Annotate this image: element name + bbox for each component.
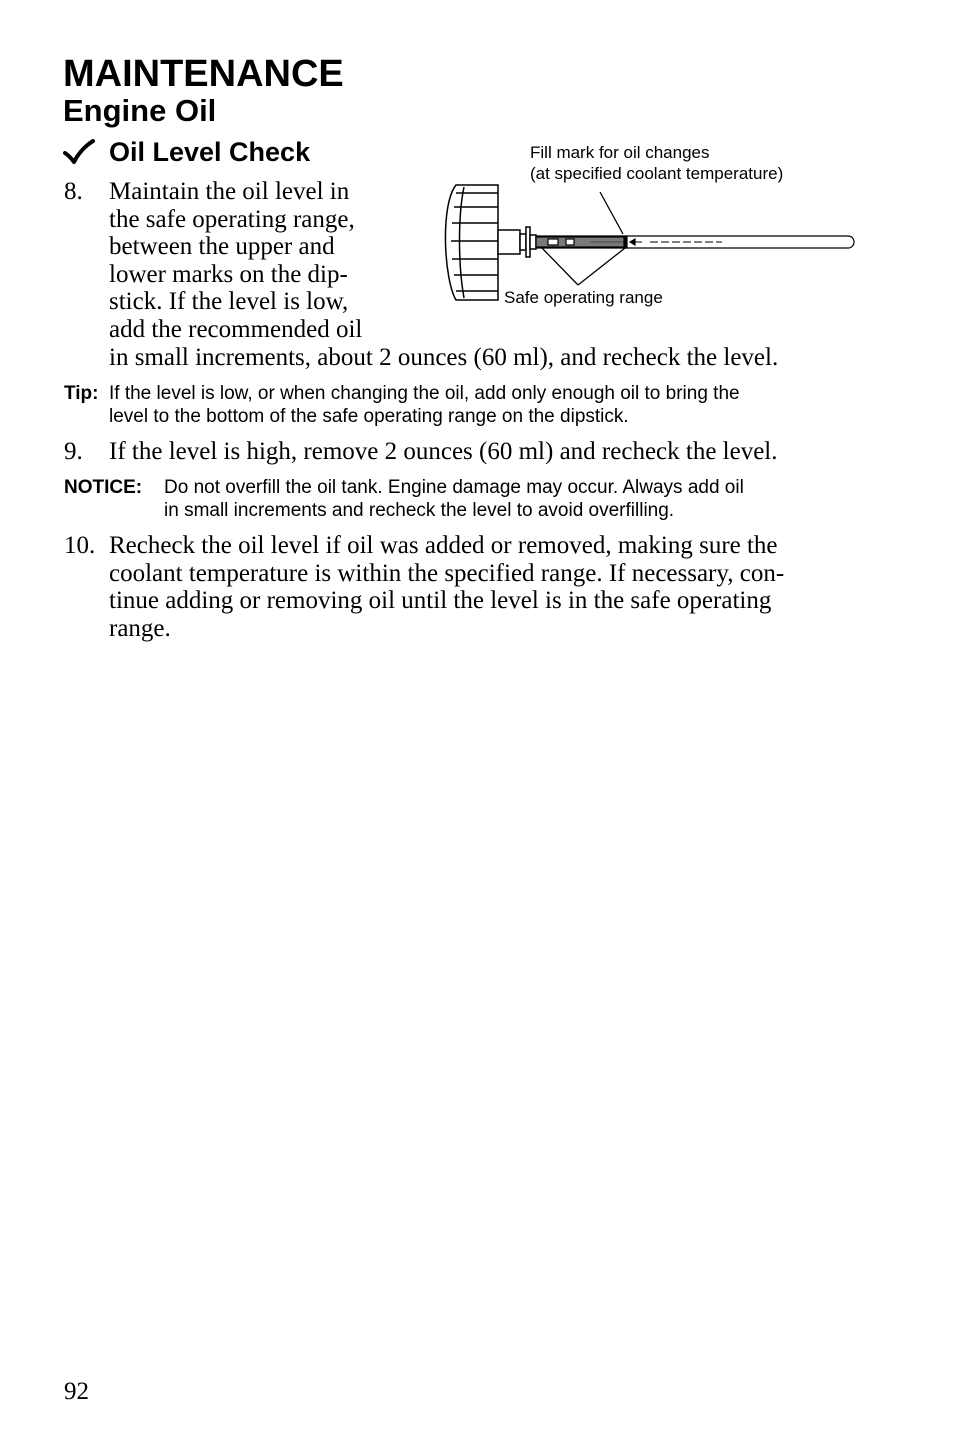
step-8-line: lower marks on the dip-	[109, 260, 348, 288]
fill-mark-sublabel: (at specified coolant temperature)	[530, 164, 784, 183]
section-heading	[63, 135, 310, 169]
page-number: 92	[64, 1378, 89, 1405]
tip-line: If the level is low, or when changing the oil, add only enough oil to bring the	[109, 383, 740, 404]
page-title: MAINTENANCE	[63, 53, 344, 95]
checkmark-icon	[63, 139, 95, 165]
notice-line: in small increments and recheck the level to avoid overfilling.	[164, 500, 675, 521]
tip-note	[64, 382, 874, 430]
step-10-line: coolant temperature is within the specified range. If necessary, con-	[109, 559, 785, 587]
step-8-line: the safe operating range,	[109, 205, 355, 233]
page-subtitle: Engine Oil	[63, 93, 217, 128]
step-9-text: If the level is high, remove 2 ounces (60 ml) and recheck the level.	[109, 438, 778, 465]
step-8-line: add the recommended oil	[109, 315, 363, 343]
dipstick-shaft	[536, 236, 854, 248]
safe-range-label: Safe operating range	[504, 288, 663, 307]
step-8-line: between the upper and	[109, 233, 335, 261]
notice-body	[164, 476, 744, 522]
step-10-line: Recheck the oil level if oil was added or removed, making sure the	[109, 532, 778, 559]
step-8-line: Maintain the oil level in	[109, 178, 350, 205]
tip-label: Tip:	[64, 383, 99, 404]
notice-note	[64, 476, 874, 524]
section-title: Oil Level Check	[109, 136, 311, 167]
step-8-text	[109, 178, 409, 344]
notice-line: Do not overfill the oil tank. Engine damage may occur. Always add oil	[164, 477, 744, 498]
step-10-text	[109, 532, 899, 642]
dipstick-cap	[445, 185, 536, 300]
dipstick-figure	[430, 135, 870, 315]
fill-mark-label: Fill mark for oil changes	[530, 143, 710, 162]
tip-body	[109, 382, 740, 428]
step-10-line: range.	[109, 614, 171, 642]
step-number: 9.	[64, 438, 83, 465]
tip-line: level to the bottom of the safe operating range on the dipstick.	[109, 406, 629, 427]
step-8-continuation: in small increments, about 2 ounces (60 ml), and recheck the level.	[109, 344, 779, 371]
step-number: 8.	[64, 178, 83, 205]
step-8-line: stick. If the level is low,	[109, 288, 349, 316]
step-number: 10.	[64, 532, 96, 559]
step-10-line: tinue adding or removing oil until the level is in the safe operating	[109, 587, 772, 615]
notice-label: NOTICE:	[64, 477, 143, 498]
